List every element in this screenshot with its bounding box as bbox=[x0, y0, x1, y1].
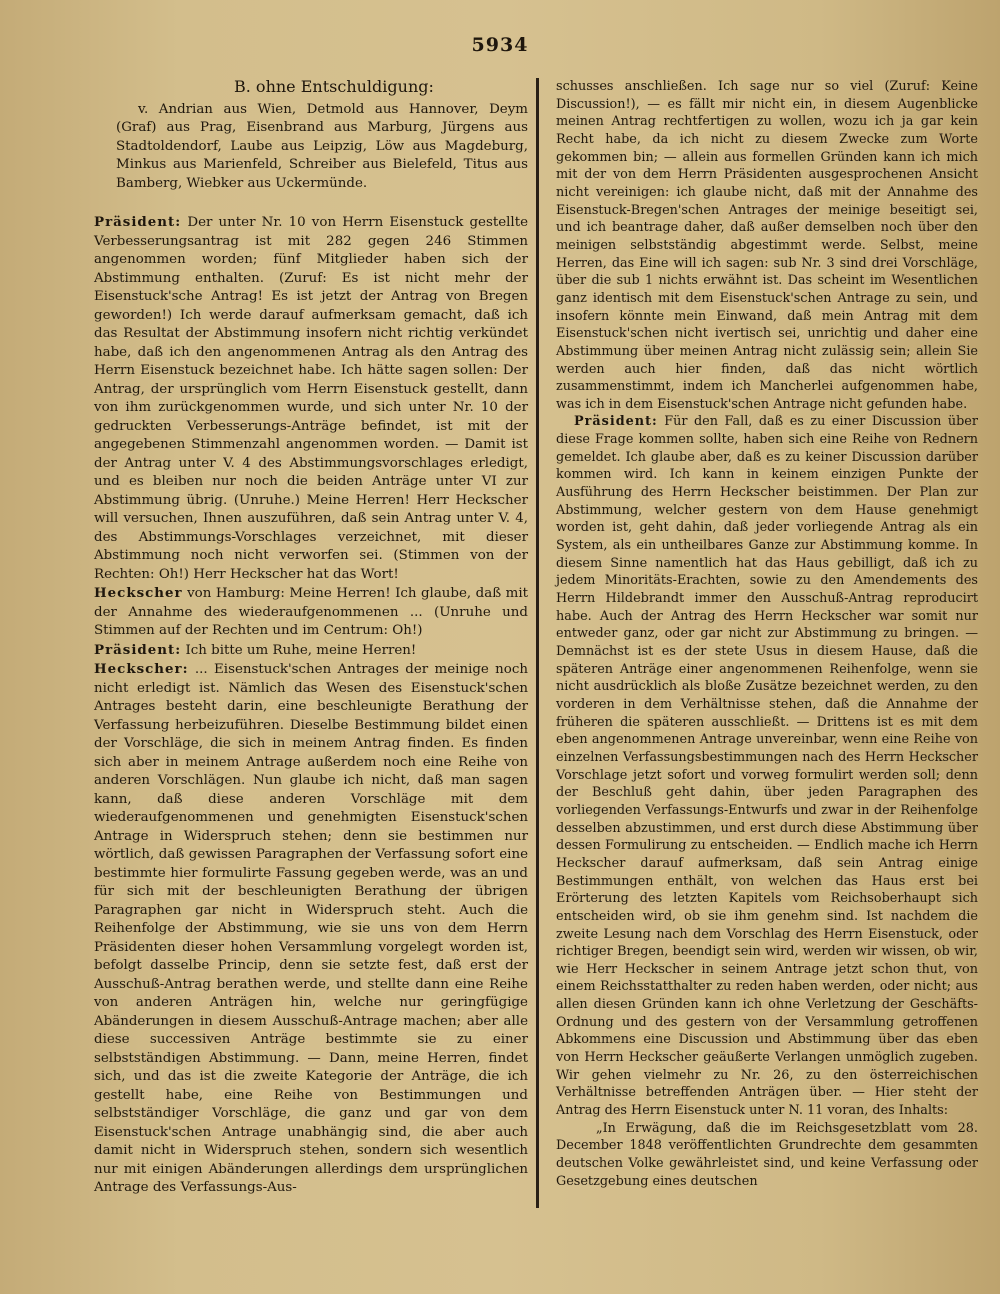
left-column bbox=[94, 78, 528, 1198]
speaker-name: Heckscher bbox=[94, 585, 183, 601]
paragraph-heckscher-2 bbox=[94, 660, 528, 1198]
speaker-name: Präsident: bbox=[94, 214, 182, 230]
speech-text: von Hamburg: Meine Herren! Ich glaube, daß mit der Annahme des wiederaufgenommenen ... (Unruhe und Stimmen auf der Rechten und im Centrum: Oh!) bbox=[94, 586, 528, 638]
speech-text: ... Eisenstuck'schen Antrages der meinige noch nicht erledigt ist. Nämlich das Wesen des Eisenstuck'schen Antrages besteht darin, eine beschleunigte Berathung der Verfassung herbeizuführen. Dieselbe Bestimmung bildet einen der Vorschläge, die sich in meinem Antrag finden. Es finden sich aber in meinem Antrage außerdem noch eine Reihe von anderen Vorschlägen. Nun glaube ich nicht, daß man sagen kann, daß diese anderen Vorschläge mit dem wiederaufgenommenen und genehmigten Eisenstuck'schen Antrage in Widerspruch stehen; denn sie bestimmen nur wörtlich, daß gewissen Paragraphen der Verfassung sofort eine bestimmte hier formulirte Fassung gegeben werde, was an und für sich mit der beschleunigten Berathung der übrigen Paragraphen gar nicht in Widerspruch steht. Auch die Reihenfolge der Abstimmung, wie sie uns von dem Herrn Präsidenten dieser hohen Versammlung vorgelegt worden ist, befolgt dasselbe Princip, denn sie setzte fest, daß erst der Ausschuß-Antrag berathen werde, und stellte dann eine Reihe von anderen Anträgen hin, welche nur geringfügige Abänderungen in diesem Ausschuß-Antrage machen; aber alle diese successiven Anträge bestimmte sie zu einer selbstständigen Abstimmung. — Dann, meine Herren, findet sich, und das ist die zweite Kategorie der Anträge, die ich gestellt habe, eine Reihe von Bestimmungen und selbstständiger Vorschläge, die ganz und gar von dem Eisenstuck'schen Antrage unabhängig sind, die aber auch damit nicht in Widerspruch stehen, sondern sich wesentlich nur mit einigen Abänderungen allerdings dem ursprünglichen Antrage des Verfassungs-Aus- bbox=[94, 662, 528, 1195]
speech-text: Ich bitte um Ruhe, meine Herren! bbox=[185, 642, 417, 658]
speaker-name: Präsident: bbox=[574, 414, 658, 430]
section-heading: B. ohne Entschuldigung: bbox=[234, 77, 434, 96]
speech-text: Der unter Nr. 10 von Herrn Eisenstuck gestellte Verbesserungsantrag ist mit 282 gegen 246 Stimmen angenommen worden; fünf Mitglieder haben sich der Abstimmung enthalten. (Zuruf: Es ist nicht mehr der Eisenstuck'sche Antrag! Es ist jetzt der Antrag von Bregen geworden!) Ich werde darauf aufmerksam gemacht, daß ich das Resultat der Abstimmung insofern nicht richtig verkündet habe, daß ich den angenommenen Antrag als den Antrag des Herrn Eisenstuck bezeichnet habe. Ich hätte sagen sollen: Der Antrag, der ursprünglich vom Herrn Eisenstuck gestellt, dann von ihm zurückgenommen wurde, und sich unter Nr. 10 der gedruckten Verbesserungs-Anträge befindet, ist mit der angegebenen Stimmenzahl angenommen worden. — Damit ist der Antrag unter V. 4 des Abstimmungsvorschlages erledigt, und es bleiben nur noch die beiden Anträge unter VI zur Abstimmung übrig. (Unruhe.) Meine Herren! Herr Heckscher will versuchen, Ihnen auszuführen, daß sein Antrag unter V. 4, des Abstimmungs-Vorschlages verzeichnet, mit dieser Abstimmung noch nicht verworfen sei. (Stimmen von der Rechten: Oh!) Herr Heckscher hat das Wort! bbox=[94, 215, 528, 582]
speech-text: Für den Fall, daß es zu einer Discussion über diese Frage kommen sollte, haben sich eine Reihe von Rednern gemeldet. Ich glaube aber, daß es zu keiner Discussion darüber kommen wird. Ich kann in keinem einzigen Punkte der Ausführung des Herrn Heckscher beistimmen. Der Plan zur Abstimmung, welcher gestern von dem Hause genehmigt worden ist, geht dahin, daß jeder vorliegende Antrag als ein System, als ein untheilbares Ganze zur Abstimmung komme. In diesem Sinne namentlich hat das Haus gebilligt, daß ich zu jedem Minoritäts-Erachten, sowie zu den Amendements des Herrn Hildebrandt immer den Ausschuß-Antrag reproducirt habe. Auch der Antrag des Herrn Heckscher war somit nur entweder ganz, oder gar nicht zur Abstimmung zu bringen. — Demnächst ist es der stete Usus in diesem Hause, daß die späteren Anträge einer angenommenen Reihenfolge, wenn sie nicht ausdrücklich als bloße Zusätze bezeichnet werden, zu den vorderen in dem Verhältnisse stehen, daß die Annahme der früheren die späteren ausschließt. — Drittens ist es mit dem eben angenommenen Antrage unvereinbar, wenn eine Reihe von einzelnen Verfassungsbestimmungen nach des Herrn Heckscher Vorschlage jetzt sofort und vorweg formulirt werden soll; denn der Beschluß geht dahin, über jeden Paragraphen des vorliegenden Verfassungs-Entwurfs und zwar in der Reihenfolge desselben abzustimmen, und erst durch diese Abstimmung über dessen Formulirung zu entscheiden. — Endlich mache ich Herrn Heckscher darauf aufmerksam, daß sein Antrag einige Bestimmungen enthält, von welchen das Haus erst bei Erörterung des letzten Kapitels vom Reichsoberhaupt sich entscheiden wird, ob sie ihm genehm sind. Ist nachdem die zweite Lesung nach dem Vorschlag des Herrn Eisenstuck, oder richtiger Bregen, beendigt sein wird, werden wir wissen, ob wir, wie Herr Heckscher in seinem Antrage jetzt schon thut, von einem Reichsstatthalter zu reden haben werden, oder nicht; aus allen diesen Gründen kann ich ohne Verletzung der Geschäfts-Ordnung und des gestern von der Versammlung getroffenen Abkommens eine Discussion und Abstimmung über das eben von Herrn Heckscher geäußerte Verlangen unmöglich zugeben. Wir gehen vielmehr zu Nr. 26, zu den österreichischen Verhältnisse betreffenden Anträgen über. — Hier steht der Antrag des Herrn Eisenstuck unter N. 11 voran, des Inhalts: bbox=[556, 414, 978, 1119]
paragraph-president-1 bbox=[94, 213, 528, 584]
paragraph-president-3 bbox=[556, 413, 978, 1119]
paragraph-president-2 bbox=[94, 641, 528, 661]
right-column bbox=[556, 78, 978, 1190]
quoted-motion: „In Erwägung, daß die im Reichsgesetzblatt vom 28. December 1848 veröffentlichten Grundrechte dem gesammten deutschen Volke gewährleistet sind, und keine Verfassung oder Gesetzgebung eines deutschen bbox=[556, 1120, 978, 1189]
page-number: 5934 bbox=[471, 34, 529, 56]
paragraph-heckscher-1 bbox=[94, 584, 528, 641]
speaker-name: Heckscher: bbox=[94, 661, 189, 677]
absent-members-text: v. Andrian aus Wien, Detmold aus Hannover, Deym (Graf) aus Prag, Eisenbrand aus Marburg, Jürgens aus Stadtoldendorf, Laube aus Leipzig, Löw aus Magdeburg, Minkus aus Marienfeld, Schreiber aus Bielefeld, Titus aus Bamberg, Wiebker aus Uckermünde. bbox=[116, 101, 528, 191]
speaker-name: Präsident: bbox=[94, 641, 182, 658]
absent-members-list bbox=[94, 101, 528, 194]
paragraph-heckscher-continued: schusses anschließen. Ich sage nur so viel (Zuruf: Keine Discussion!), — es fällt mir nicht ein, in diesem Augenblicke meinen Antrag rechtfertigen zu wollen, wozu ich ja gar kein Recht habe, da ich nicht zu diesem Zwecke zum Worte gekommen bin; — allein aus formellen Gründen kann ich mich mit der von dem Herrn Präsidenten ausgesprochenen Ansicht nicht vereinigen: ich glaube nicht, daß mit der Annahme des Eisenstuck-Bregen'schen Antrages der meinige beseitigt sei, und ich beantrage daher, daß außer demselben noch über den meinigen selbstständig abgestimmt werde. Selbst, meine Herren, das Eine will ich sagen: sub Nr. 3 sind drei Vorschläge, über die sub 1 nichts erwähnt ist. Das scheint im Wesentlichen ganz identisch mit dem Eisenstuck'schen Antrage zu sein, und insofern könnte mein Einwand, daß mein Antrag mit dem Eisenstuck'schen nicht ivertisch sei, unrichtig und daher eine Abstimmung über meinen Antrag nicht zulässig sein; allein Sie werden auch hier finden, daß das nicht wörtlich zusammenstimmt, indem ich Mancherlei aufgenommen habe, was ich in dem Eisenstuck'schen Antrage nicht gefunden habe. bbox=[556, 79, 978, 412]
column-divider bbox=[536, 78, 539, 1208]
